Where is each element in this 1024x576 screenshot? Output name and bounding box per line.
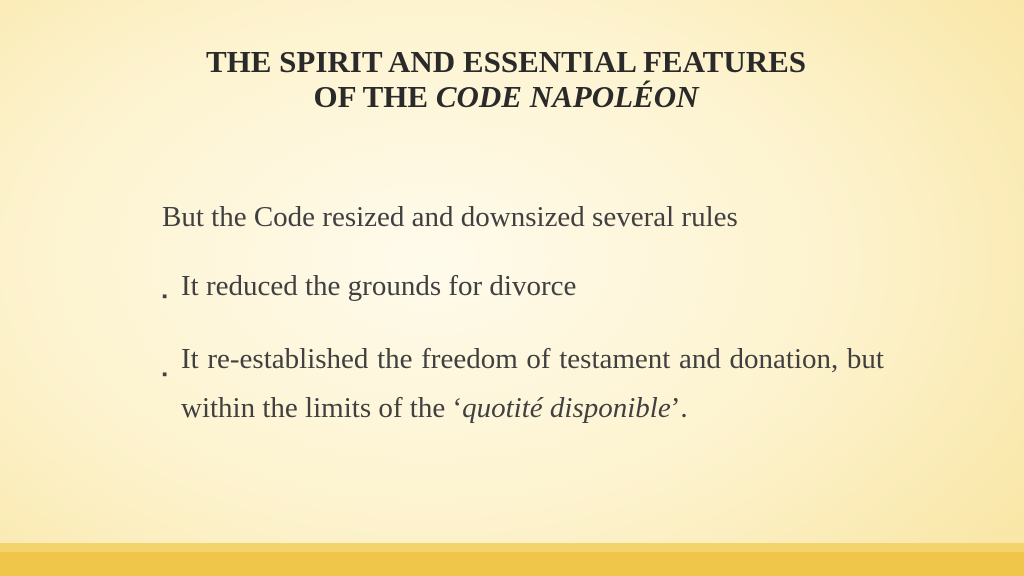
bullet-text-main: It re-established the freedom of testament and donation, but within the limits of the ‘	[181, 343, 884, 424]
bullet-item-divorce	[162, 268, 884, 304]
footer-band-light	[0, 543, 1024, 552]
footer-band-dark	[0, 552, 1024, 576]
bullet-text	[181, 335, 884, 433]
slide-title	[100, 44, 912, 114]
square-bullet-icon: ▪	[162, 367, 168, 383]
title-line-2-prefix: OF THE	[313, 79, 436, 114]
title-line-2	[100, 79, 912, 114]
bullet-item-testament	[162, 335, 884, 433]
bullet-text: It reduced the grounds for divorce	[181, 270, 577, 302]
bullet-text-end: ’.	[670, 392, 688, 424]
bullet-text-italic: quotité disponible	[462, 392, 671, 424]
title-line-2-italic: CODE NAPOLÉON	[435, 79, 699, 114]
square-bullet-icon: ▪	[162, 289, 168, 305]
intro-text: But the Code resized and downsized several rules	[162, 201, 738, 233]
title-line-1: THE SPIRIT AND ESSENTIAL FEATURES	[205, 44, 807, 79]
